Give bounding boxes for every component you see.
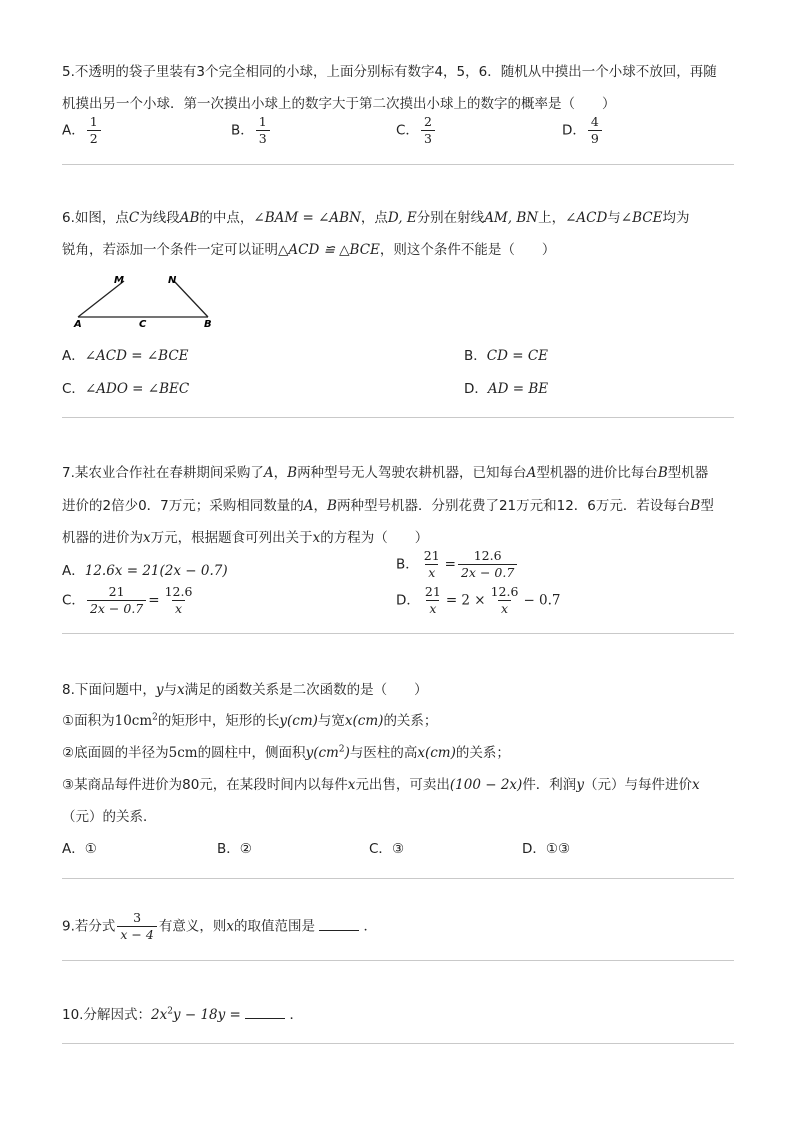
option-letter: A． bbox=[62, 122, 85, 139]
option-letter: C． bbox=[396, 122, 419, 139]
label-c: C bbox=[139, 319, 147, 330]
divider bbox=[62, 164, 734, 165]
q7-option-b[interactable]: B． $\frac{21}{x}$ = $\frac{12.6}{2x - 0.7}$ bbox=[396, 548, 519, 581]
option-letter: D． bbox=[562, 122, 586, 139]
question-10: 10.分解因式：$2x^2y - 18y$ = ． bbox=[62, 1006, 303, 1023]
fraction: $\frac{3}{x - 4}$ bbox=[117, 910, 156, 943]
fraction: $\frac{12.6}{x}$ bbox=[490, 584, 519, 616]
q6-option-c[interactable]: C．∠ADO = ∠BEC bbox=[62, 381, 190, 397]
q8-option-a[interactable]: A．① bbox=[62, 841, 97, 857]
label-b: B bbox=[204, 319, 212, 330]
q7-line-3: 机器的进价为x万元，根据题食可列出关于x的方程为（ ） bbox=[62, 530, 429, 546]
q6-option-b[interactable]: B．CD = CE bbox=[464, 348, 548, 364]
q7-option-a[interactable]: A．12.6x = 21(2x − 0.7) bbox=[62, 563, 228, 579]
label-m: M bbox=[114, 275, 124, 286]
q7-option-c[interactable]: C． $\frac{21}{2x - 0.7}$ = $\frac{12.6}{x}$ bbox=[62, 584, 197, 617]
q8-item-2: ②底面圆的半径为5cm的圆柱中，侧面积$y(cm^2)$与医柱的高x(cm)的关系； bbox=[62, 744, 510, 761]
ray-bn bbox=[174, 281, 208, 317]
fraction: $\frac{21}{2x - 0.7}$ bbox=[87, 584, 146, 617]
q5-option-b[interactable] bbox=[231, 114, 272, 147]
q8-line-1: 8.下面问题中，y与x满足的函数关系是二次函数的是（ ） bbox=[62, 682, 428, 698]
fraction: $\frac{21}{x}$ bbox=[423, 548, 440, 580]
divider bbox=[62, 960, 734, 961]
q8-item-1: ①面积为$10cm^2$的矩形中，矩形的长y(cm)与宽x(cm)的关系； bbox=[62, 712, 438, 729]
answer-blank[interactable] bbox=[319, 919, 359, 931]
q6-option-d[interactable]: D．AD = BE bbox=[464, 381, 549, 397]
divider bbox=[62, 633, 734, 634]
q8-option-c[interactable]: C．③ bbox=[369, 841, 405, 857]
answer-blank[interactable] bbox=[245, 1007, 285, 1019]
ray-am bbox=[78, 281, 124, 317]
q8-item-3-cont: （元）的关系． bbox=[62, 809, 157, 825]
q5-option-d[interactable] bbox=[562, 114, 604, 147]
q7-line-2: 进价的2倍少0．7万元；采购相同数量的A，B两种型号机器．分别花费了21万元和12．6万元．若设每台B型 bbox=[62, 498, 714, 514]
q8-option-d[interactable]: D．①③ bbox=[522, 841, 571, 857]
option-letter: B． bbox=[231, 122, 254, 139]
fraction: $\frac{1}{2}$ bbox=[87, 114, 101, 147]
q7-option-d[interactable]: D． $\frac{21}{x}$ = 2 × $\frac{12.6}{x}$ − 0.7 bbox=[396, 584, 561, 616]
label-n: N bbox=[168, 275, 177, 286]
q8-option-b[interactable]: B．② bbox=[217, 841, 252, 857]
label-a: A bbox=[74, 319, 82, 330]
q5-line-2: 机摸出另一个小球．第一次摸出小球上的数字大于第二次摸出小球上的数字的概率是（ ） bbox=[62, 96, 616, 112]
q8-item-3: ③某商品每件进价为80元，在某段时间内以每件x元出售，可卖出(100 − 2x)件．利润y（元）与每件进价x bbox=[62, 777, 700, 793]
question-9: 9.若分式 $\frac{3}{x - 4}$ 有意义，则x的取值范围是 ． bbox=[62, 910, 378, 942]
fraction: $\frac{12.6}{2x - 0.7}$ bbox=[458, 548, 517, 581]
fraction: $\frac{12.6}{x}$ bbox=[164, 584, 193, 616]
q5-option-a[interactable] bbox=[62, 114, 103, 147]
fraction: $\frac{1}{3}$ bbox=[256, 114, 270, 147]
q6-line-2: 锐角，若添加一个条件一定可以证明△ACD ≌ △BCE，则这个条件不能是（ ） bbox=[62, 242, 556, 258]
q6-line-1: 6.如图，点C为线段AB的中点，∠BAM = ∠ABN，点D, E分别在射线AM, BN上，∠ACD与∠BCE均为 bbox=[62, 210, 690, 226]
q6-geometry-figure bbox=[68, 268, 228, 330]
divider bbox=[62, 417, 734, 418]
divider bbox=[62, 878, 734, 879]
q5-line-1: 5.不透明的袋子里装有3个完全相同的小球，上面分别标有数字4，5，6．随机从中摸出一个小球不放回，再随 bbox=[62, 64, 717, 80]
q6-option-a[interactable]: A．∠ACD = ∠BCE bbox=[62, 348, 189, 364]
fraction: $\frac{21}{x}$ bbox=[424, 584, 441, 616]
q5-option-c[interactable] bbox=[396, 114, 437, 147]
divider bbox=[62, 1043, 734, 1044]
fraction: $\frac{4}{9}$ bbox=[588, 114, 602, 147]
q7-line-1: 7.某农业合作社在春耕期间采购了A，B两种型号无人驾驶农耕机器，已知每台A型机器的进价比每台B型机器 bbox=[62, 465, 709, 481]
fraction: $\frac{2}{3}$ bbox=[421, 114, 435, 147]
